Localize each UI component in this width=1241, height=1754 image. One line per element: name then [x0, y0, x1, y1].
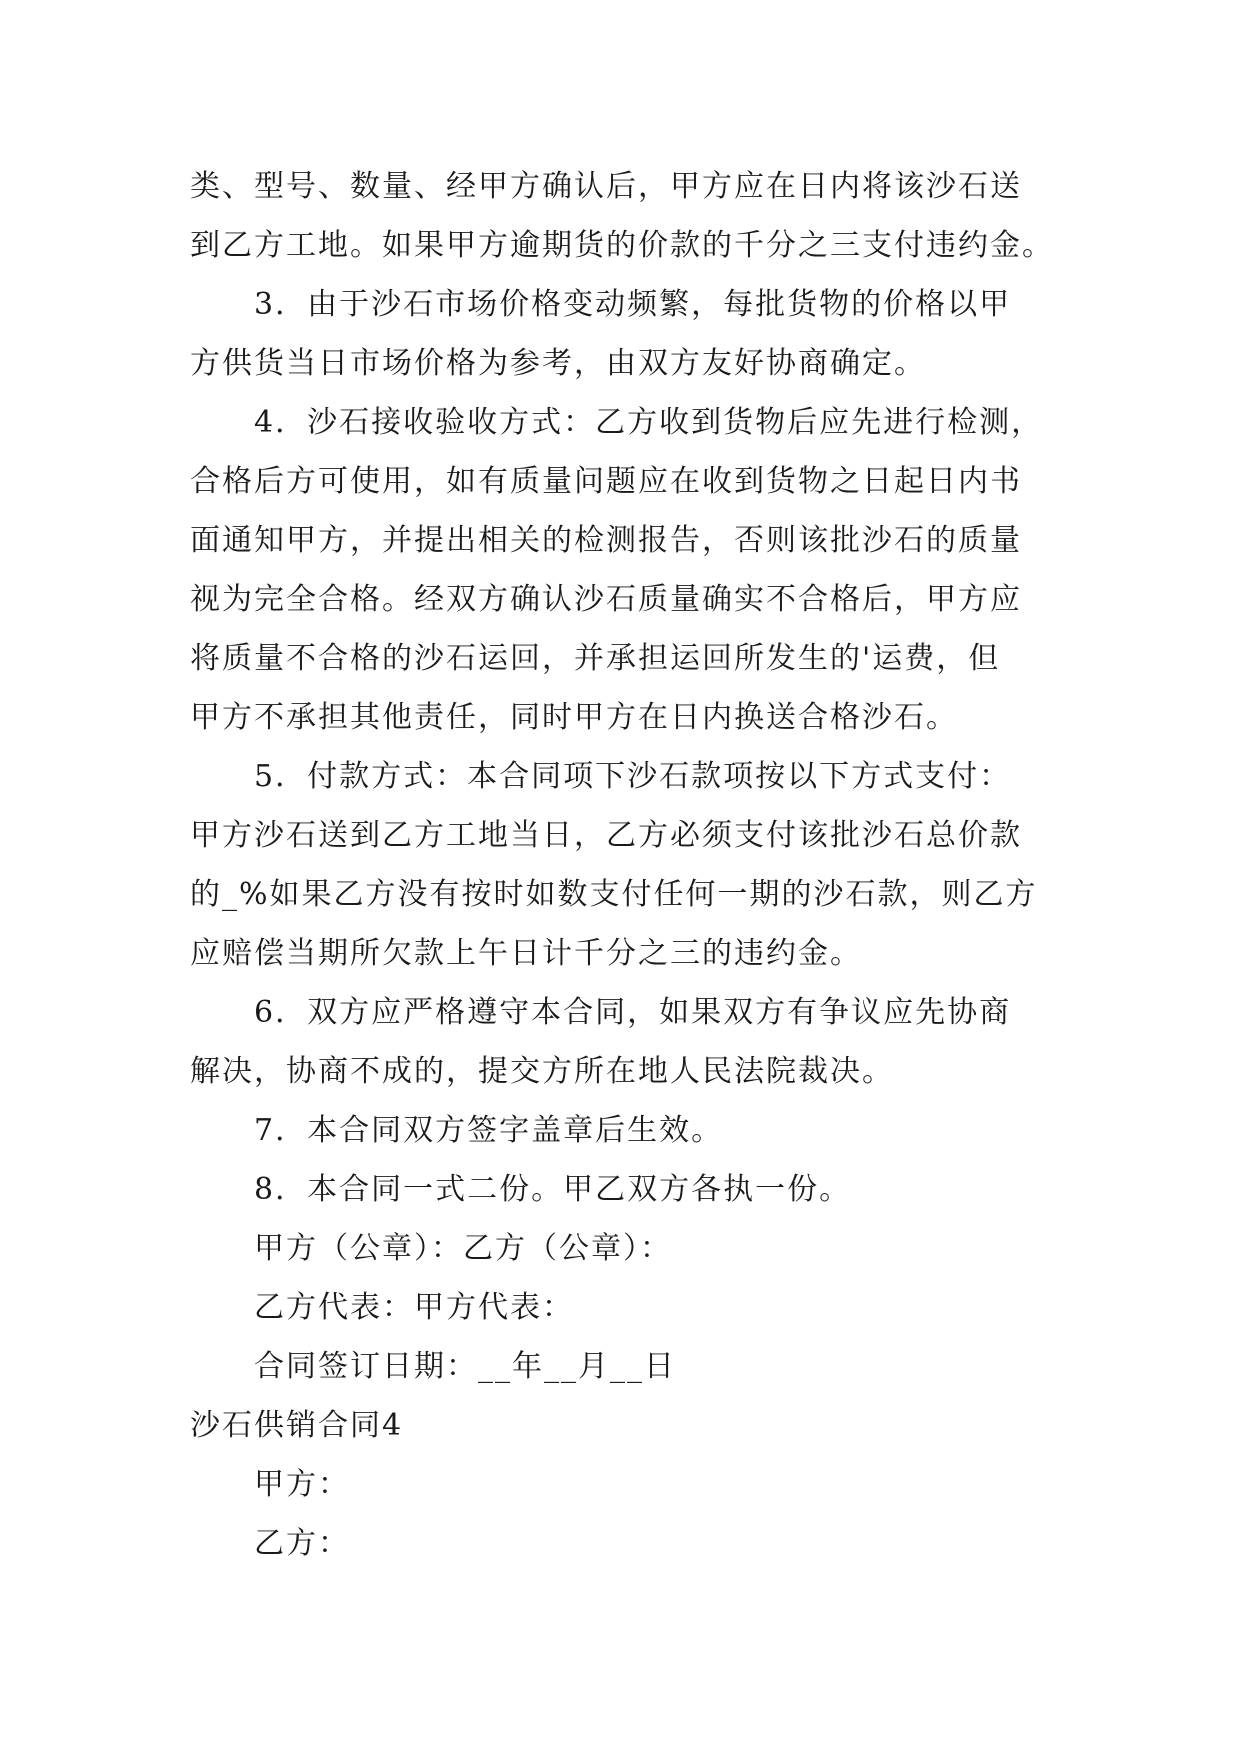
paragraph-3-start: 3．由于沙石市场价格变动频繁，每批货物的价格以甲 [254, 287, 1012, 322]
party-a-line: 甲方： [254, 1467, 350, 1502]
section-title: 沙石供销合同4 [190, 1408, 404, 1443]
text-line: 甲方沙石送到乙方工地当日，乙方必须支付该批沙石总价款 [190, 818, 1022, 853]
text-line: 到乙方工地。如果甲方逾期货的价款的千分之三支付违约金。 [190, 228, 1054, 263]
paragraph-5-start: 5．付款方式：本合同项下沙石款项按以下方式支付： [254, 759, 1012, 794]
text-line: 合格后方可使用，如有质量问题应在收到货物之日起日内书 [190, 464, 1022, 499]
text-line: 解决，协商不成的，提交方所在地人民法院裁决。 [190, 1054, 894, 1089]
representative-line: 乙方代表：甲方代表： [254, 1290, 574, 1325]
text-line: 将质量不合格的沙石运回，并承担运回所发生的'运费，但 [190, 641, 1001, 676]
text-line: 视为完全合格。经双方确认沙石质量确实不合格后，甲方应 [190, 582, 1022, 617]
text-line: 的_%如果乙方没有按时如数支付任何一期的沙石款，则乙方 [190, 877, 1038, 912]
text-line: 面通知甲方，并提出相关的检测报告，否则该批沙石的质量 [190, 523, 1022, 558]
paragraph-6-start: 6．双方应严格遵守本合同，如果双方有争议应先协商 [254, 995, 1012, 1030]
text-line: 应赔偿当期所欠款上午日计千分之三的违约金。 [190, 936, 862, 971]
seal-line: 甲方（公章）：乙方（公章）： [254, 1231, 672, 1266]
paragraph-4-start: 4．沙石接收验收方式：乙方收到货物后应先进行检测， [254, 405, 1044, 440]
party-b-line: 乙方： [254, 1526, 350, 1561]
text-line: 类、型号、数量、经甲方确认后，甲方应在日内将该沙石送 [190, 169, 1022, 204]
signing-date-line: 合同签订日期：__年__月__日 [254, 1349, 676, 1384]
text-line: 方供货当日市场价格为参考，由双方友好协商确定。 [190, 346, 926, 381]
paragraph-7: 7．本合同双方签字盖章后生效。 [254, 1113, 724, 1148]
text-line: 甲方不承担其他责任，同时甲方在日内换送合格沙石。 [190, 700, 958, 735]
paragraph-8: 8．本合同一式二份。甲乙双方各执一份。 [254, 1172, 852, 1207]
